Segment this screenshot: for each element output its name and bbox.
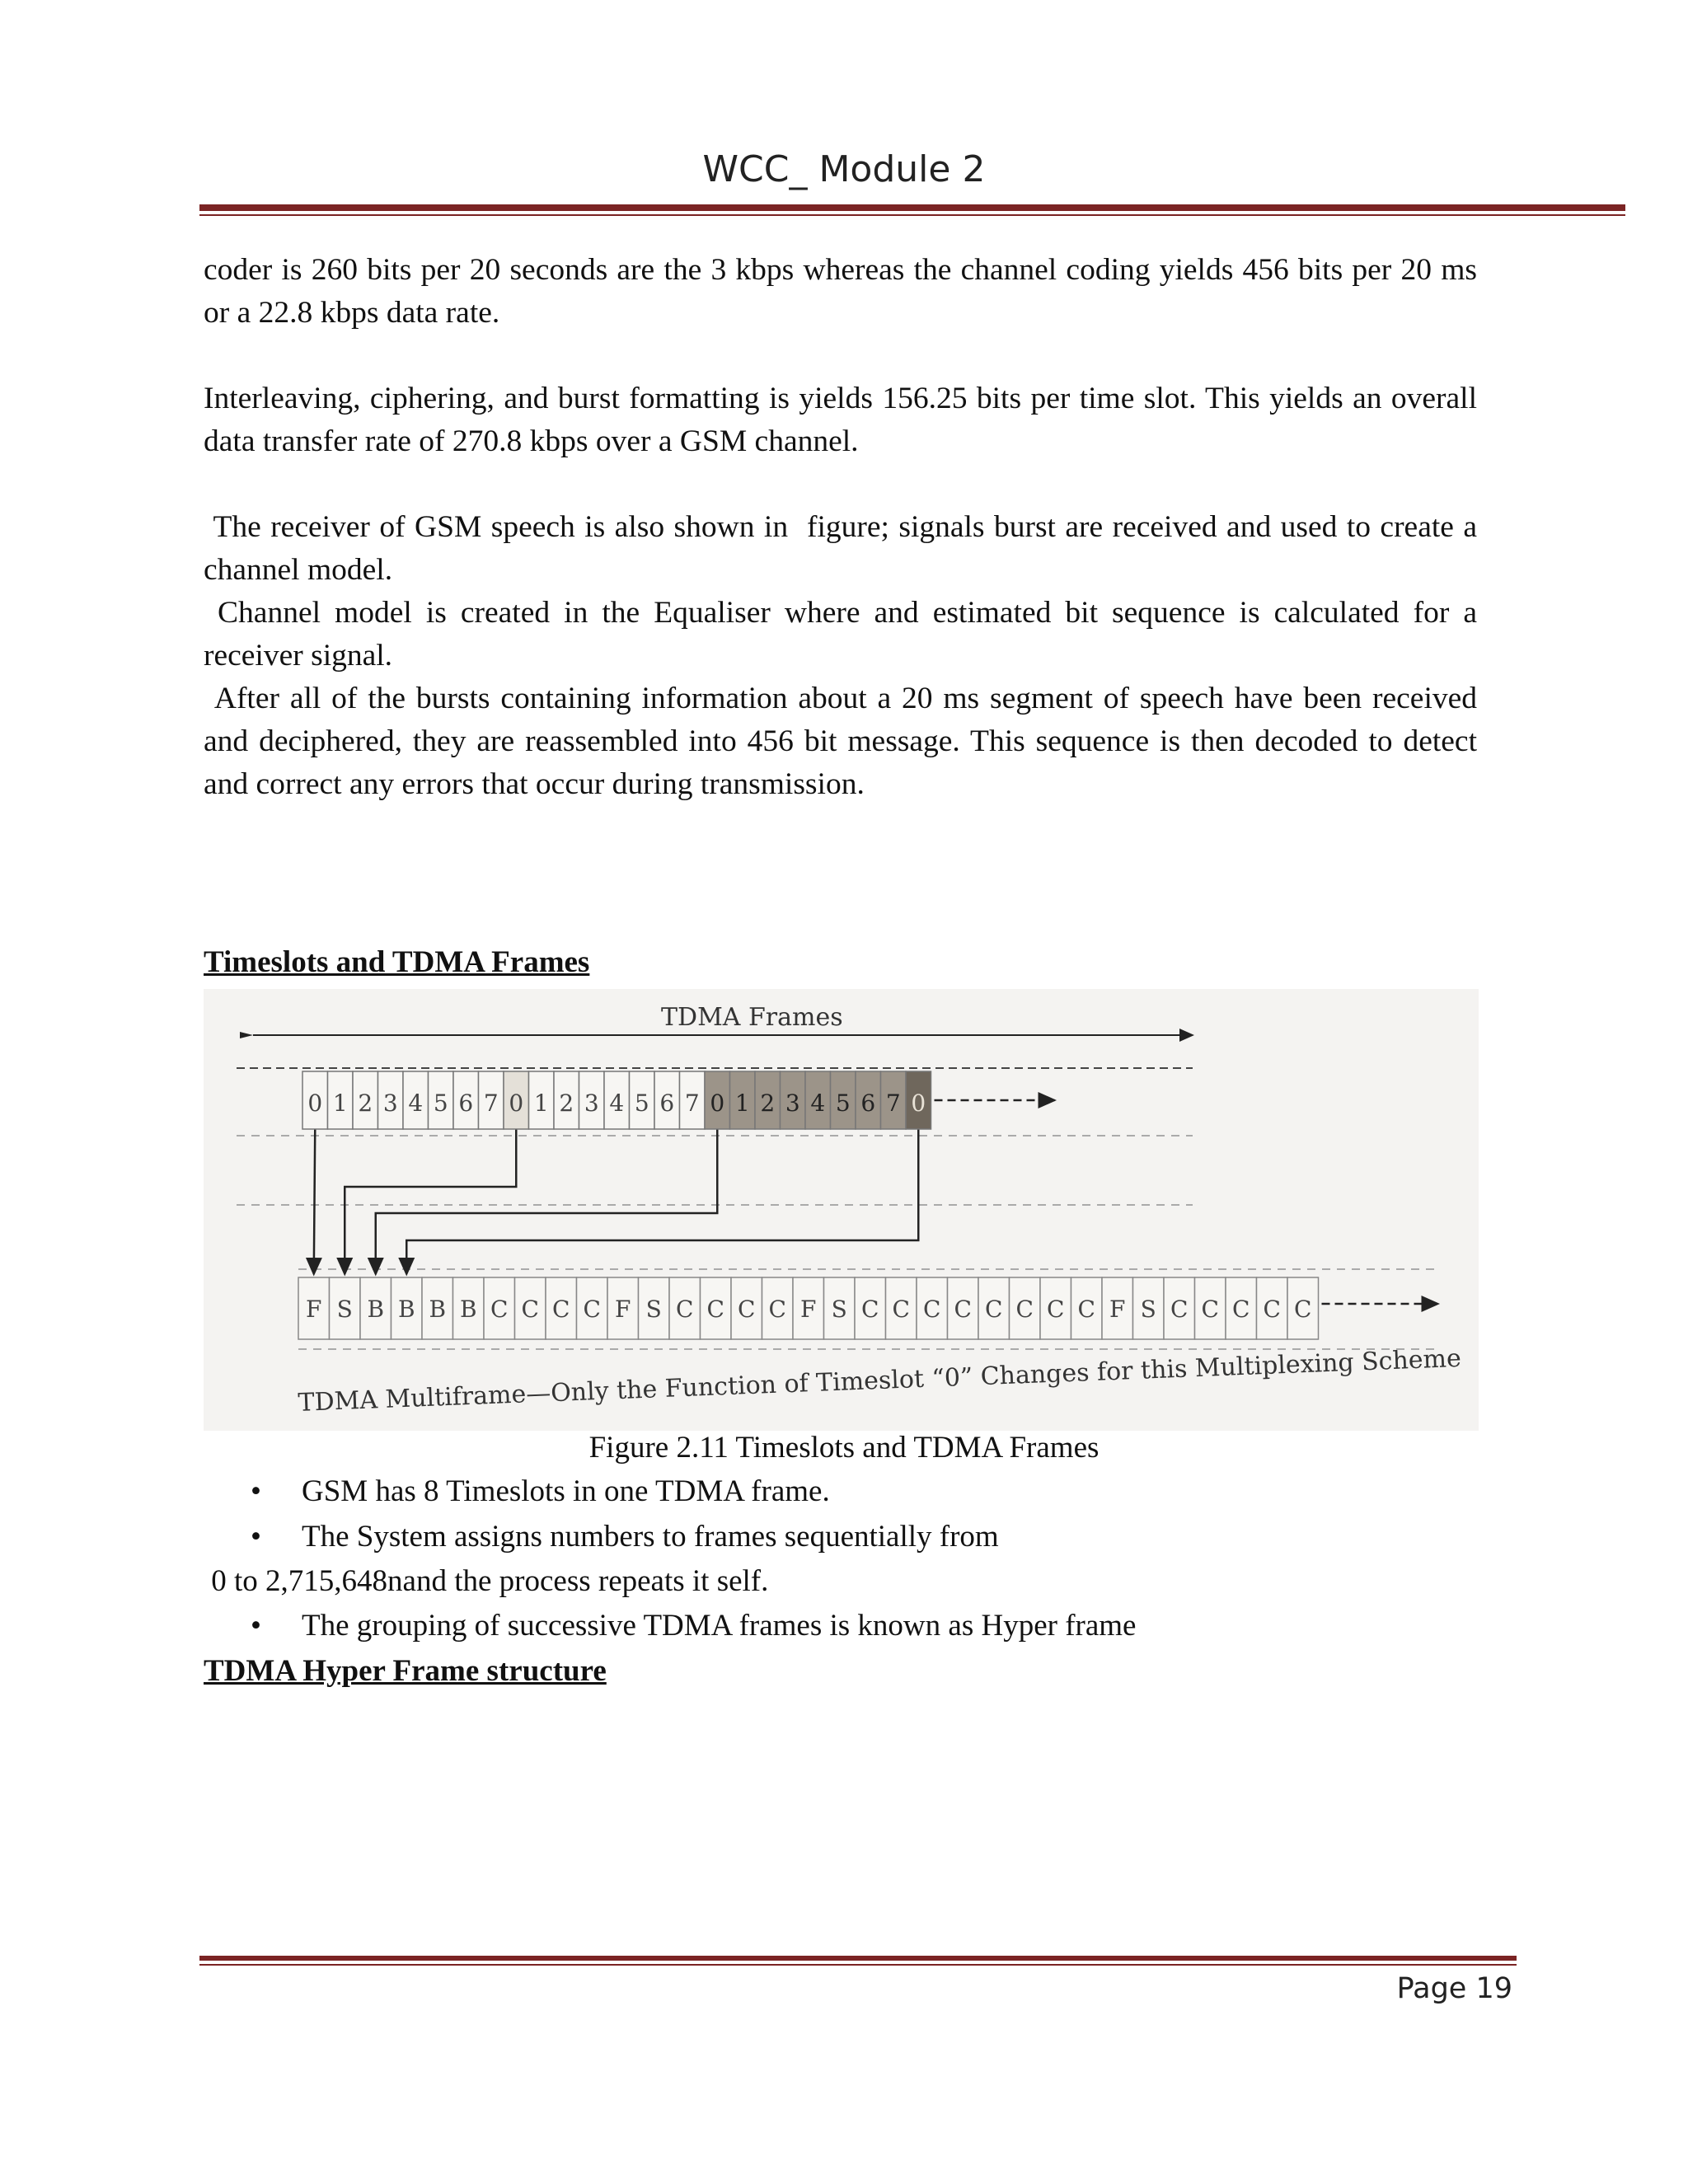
bullet-marker: • [251,1520,261,1554]
page-number: Page 19 [1396,1972,1512,2005]
footer-rule [199,1956,1517,1961]
section-heading: Timeslots and TDMA Frames [204,945,590,979]
header-rule [199,204,1625,211]
timeslot-label: 5 [433,1090,448,1117]
bullet-text: The System assigns numbers to frames sequentially from [302,1520,999,1554]
timeslot-label: 0 [509,1090,524,1117]
header-rule-thin [199,214,1625,216]
timeslot-label: 7 [483,1090,499,1117]
multiframe-label: C [583,1296,601,1323]
timeslot-label: 3 [584,1090,599,1117]
multiframe-label: C [521,1296,539,1323]
timeslot-label: 0 [710,1090,725,1117]
multiframe-label: C [1170,1296,1189,1323]
timeslot-label: 7 [684,1090,700,1117]
timeslot-label: 1 [533,1090,549,1117]
tdma-figure [204,989,1479,1431]
timeslot-label: 3 [382,1090,398,1117]
multiframe-label: B [459,1296,477,1323]
paragraph: After all of the bursts containing information about a 20 ms segment of speech have been received and deciphered, they are reassembled into 456 bit message. This sequence is then decoded to detect and correct any errors that occur during transmission. [204,682,1485,801]
multiframe-caption-label: TDMA Multiframe—Only the Function of Timeslot “0” Changes for this Multiplexing Scheme [297,1343,1462,1418]
bullet-text: The grouping of successive TDMA frames is known as Hyper frame [302,1609,1137,1643]
multiframe-label: C [1015,1296,1034,1323]
timeslot-label: 6 [659,1090,675,1117]
body-text [204,249,1485,806]
timeslot-label: 4 [408,1090,424,1117]
paragraph: Channel model is created in the Equaliser where and estimated bit sequence is calculated for a receiver signal. [204,596,1485,673]
multiframe-label: C [552,1296,570,1323]
timeslot-label: 1 [734,1090,750,1117]
multiframe-label: C [1232,1296,1250,1323]
timeslot-label: 3 [785,1090,800,1117]
timeslot-label: 4 [609,1090,625,1117]
multiframe-label: C [490,1296,509,1323]
tdma-diagram [204,989,1479,1431]
multiframe-label: F [306,1296,322,1323]
multiframe-label: C [738,1296,756,1323]
multiframe-label: B [367,1296,385,1323]
paragraph: coder is 260 bits per 20 seconds are the 3 kbps whereas the channel coding yields 456 bits per 20 ms or a 22.8 kbps data rate. [204,253,1477,330]
multiframe-label: C [923,1296,941,1323]
timeslot-label: 5 [835,1090,851,1117]
timeslot-label: 2 [559,1090,574,1117]
multiframe-label: F [1109,1296,1126,1323]
timeslot-label: 5 [634,1090,649,1117]
multiframe-label: S [831,1296,847,1323]
multiframe-label: C [1047,1296,1065,1323]
timeslot-label: 7 [885,1090,901,1117]
multiframe-label: S [1140,1296,1156,1323]
connector-arrow [314,1129,316,1274]
tdma-frames-label: TDMA Frames [661,1003,843,1032]
multiframe-label: C [706,1296,724,1323]
multiframe-label: B [397,1296,415,1323]
multiframe-label: F [615,1296,631,1323]
multiframe-label: C [676,1296,694,1323]
timeslot-label: 0 [911,1090,926,1117]
multiframe-label: C [1263,1296,1281,1323]
timeslot-label: 1 [332,1090,348,1117]
paragraph: Interleaving, ciphering, and burst formatting is yields 156.25 bits per time slot. This yields an overall data transfer rate of 270.8 kbps over a GSM channel. [204,382,1477,458]
multiframe-label: C [861,1296,879,1323]
multiframe-label: C [985,1296,1003,1323]
paragraph: The receiver of GSM speech is also shown in figure; signals burst are received and used to create a channel model. [204,510,1485,587]
timeslot-label: 6 [860,1090,876,1117]
section-heading: TDMA Hyper Frame structure [204,1654,607,1688]
bullet-text: GSM has 8 Timeslots in one TDMA frame. [302,1474,830,1508]
page-header-title: WCC_ Module 2 [702,148,986,190]
multiframe-label: F [800,1296,817,1323]
bullet-continuation: 0 to 2,715,648nand the process repeats it self. [204,1564,769,1598]
footer-rule-thin [199,1964,1517,1966]
multiframe-label: C [892,1296,910,1323]
timeslot-label: 2 [358,1090,373,1117]
timeslot-label: 2 [760,1090,776,1117]
timeslot-label: 4 [810,1090,826,1117]
multiframe-label: S [645,1296,662,1323]
multiframe-label: C [1294,1296,1312,1323]
timeslot-label: 6 [458,1090,474,1117]
bullet-marker: • [251,1474,261,1508]
multiframe-label: S [336,1296,353,1323]
multiframe-label: B [429,1296,447,1323]
bullet-marker: • [251,1609,261,1643]
multiframe-label: C [768,1296,786,1323]
multiframe-label: C [1201,1296,1219,1323]
multiframe-label: C [954,1296,972,1323]
figure-caption: Figure 2.11 Timeslots and TDMA Frames [588,1431,1100,1465]
timeslot-label: 0 [307,1090,323,1117]
multiframe-label: C [1077,1296,1095,1323]
